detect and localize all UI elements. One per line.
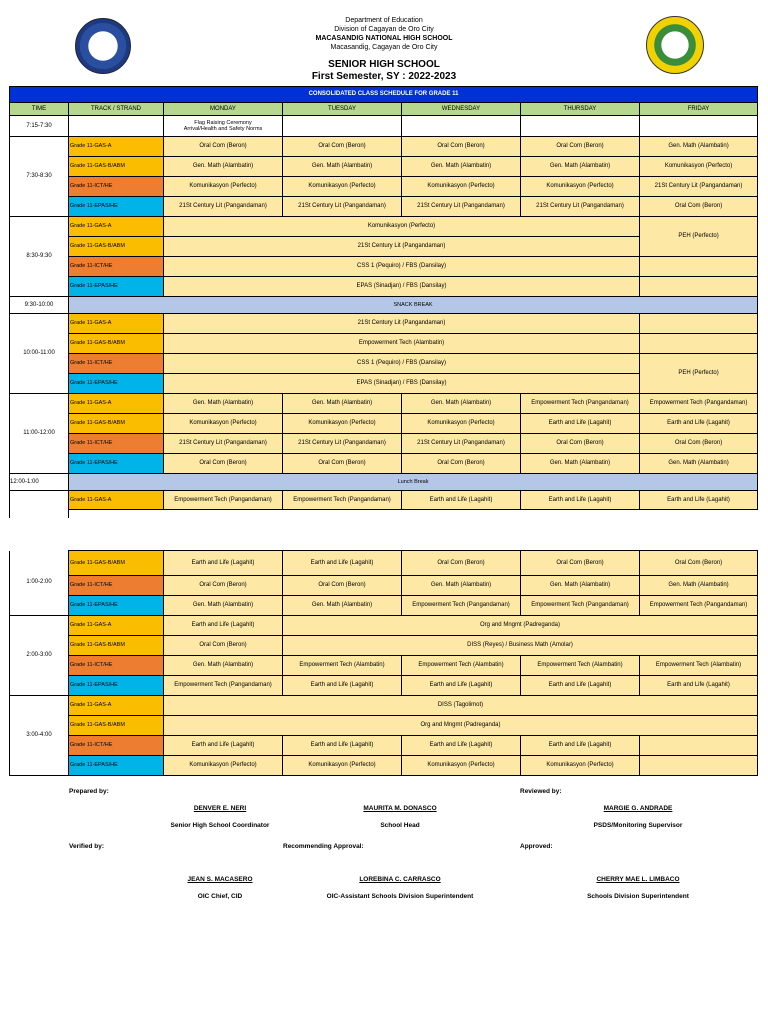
schedule-cell: Komunikasyon (Perfecto) xyxy=(402,414,521,434)
schedule-cell: CSS 1 (Pequiro) / FBS (Dansilay) xyxy=(164,257,640,277)
col-header-thursday: THURSDAY xyxy=(521,103,640,116)
schedule-cell: Gen. Math (Alambatin) xyxy=(283,157,402,177)
track-label: Grade 11-GAS-A xyxy=(69,616,164,636)
approved-label: Approved: xyxy=(520,843,553,850)
signatory-name: CHERRY MAE L. LIMBACO xyxy=(596,876,680,883)
signatory-role: Senior High School Coordinator xyxy=(170,822,270,829)
schedule-cell: Org and Mngmt (Padreganda) xyxy=(283,616,758,636)
time-slot: 10:00-11:00 xyxy=(10,314,69,394)
schedule-cell: Oral Com (Beron) xyxy=(164,454,283,474)
schedule-cell: CSS 1 (Pequiro) / FBS (Dansilay) xyxy=(164,354,640,374)
schedule-cell: Komunikasyon (Perfecto) xyxy=(521,756,640,776)
signatory-role: OIC-Assistant Schools Division Superintendent xyxy=(326,893,474,900)
schedule-cell: Empowerment Tech (Pangandaman) xyxy=(164,491,283,510)
schedule-cell: Empowerment Tech (Alambatin) xyxy=(640,656,758,676)
schedule-cell: Oral Com (Beron) xyxy=(521,137,640,157)
schedule-cell: 21St Century Lit (Pangandaman) xyxy=(164,197,283,217)
schedule-cell: Earth and Life (Lagahit) xyxy=(164,551,283,576)
schedule-cell: Gen. Math (Alambatin) xyxy=(164,394,283,414)
schedule-cell: Komunikasyon (Perfecto) xyxy=(164,177,283,197)
schedule-cell: Empowerment Tech (Pangandaman) xyxy=(283,491,402,510)
schedule-cell: Earth and Life (Lagahit) xyxy=(521,736,640,756)
schedule-cell: Gen. Math (Alambatin) xyxy=(640,454,758,474)
schedule-cell: Earth and Life (Lagahit) xyxy=(640,676,758,696)
time-slot: 7:15-7:30 xyxy=(10,116,69,137)
schedule-cell: Gen. Math (Alambatin) xyxy=(402,576,521,596)
schedule-cell: Empowerment Tech (Pangandaman) xyxy=(521,596,640,616)
schedule-cell: Komunikasyon (Perfecto) xyxy=(164,756,283,776)
schedule-cell: Gen. Math (Alambatin) xyxy=(521,157,640,177)
signatory-role: PSDS/Monitoring Supervisor xyxy=(593,822,683,829)
track-label: Grade 11-GAS-B/ABM xyxy=(69,716,164,736)
reviewed-label: Reviewed by: xyxy=(520,788,562,795)
col-header-monday: MONDAY xyxy=(164,103,283,116)
signatory-name: MAURITA M. DONASCO xyxy=(363,805,437,812)
schedule-cell: Empowerment Tech (Pangandaman) xyxy=(640,596,758,616)
schedule-cell: 21St Century Lit (Pangandaman) xyxy=(164,237,640,257)
schedule-cell: Earth and Life (Lagahit) xyxy=(283,551,402,576)
schedule-cell: 21St Century Lit (Pangandaman) xyxy=(640,177,758,197)
schedule-cell: Gen. Math (Alambatin) xyxy=(640,576,758,596)
schedule-cell: Gen. Math (Alambatin) xyxy=(402,394,521,414)
schedule-cell: Empowerment Tech (Alambatin) xyxy=(164,334,640,354)
schedule-cell: Komunikasyon (Perfecto) xyxy=(283,414,402,434)
schedule-cell: Earth and Life (Lagahit) xyxy=(164,736,283,756)
time-slot: 7:30-8:30 xyxy=(10,137,69,217)
time-slot: 12:00-1:00 xyxy=(10,474,69,491)
schedule-cell: Empowerment Tech (Pangandaman) xyxy=(640,394,758,414)
track-label: Grade 11-ICT/HE xyxy=(69,354,164,374)
track-label: Grade 11-GAS-A xyxy=(69,137,164,157)
track-label: Grade 11-ICT/HE xyxy=(69,177,164,197)
verified-label: Verified by: xyxy=(69,843,105,850)
signatory-role: School Head xyxy=(380,822,420,829)
schedule-cell: EPAS (Sinadjan) / FBS (Dansilay) xyxy=(164,374,640,394)
schedule-cell: 21St Century Lit (Pangandaman) xyxy=(283,434,402,454)
track-label: Grade 11-GAS-A xyxy=(69,217,164,237)
signatory-name: DENVER E. NERI xyxy=(193,805,247,812)
col-header-tuesday: TUESDAY xyxy=(283,103,402,116)
schedule-cell: Empowerment Tech (Alambatin) xyxy=(521,656,640,676)
schedule-cell: Gen. Math (Alambatin) xyxy=(521,576,640,596)
col-header-time: TIME xyxy=(10,103,69,116)
schedule-cell: Gen. Math (Alambatin) xyxy=(164,656,283,676)
schedule-cell: Komunikasyon (Perfecto) xyxy=(521,177,640,197)
prepared-label: Prepared by: xyxy=(69,788,109,795)
col-header-wednesday: WEDNESDAY xyxy=(402,103,521,116)
track-label: Grade 11-GAS-A xyxy=(69,394,164,414)
header-address: Macasandig, Cagayan de Oro City xyxy=(330,44,438,51)
col-header-track: TRACK / STRAND xyxy=(69,103,164,116)
track-label: Grade 11-EPAS/HE xyxy=(69,197,164,217)
track-label: Grade 11-EPAS/HE xyxy=(69,756,164,776)
schedule-cell: Komunikasyon (Perfecto) xyxy=(402,756,521,776)
track-label: Grade 11-ICT/HE xyxy=(69,656,164,676)
schedule-cell: Komunikasyon (Perfecto) xyxy=(164,414,283,434)
schedule-cell: Komunikasyon (Perfecto) xyxy=(283,756,402,776)
schedule-cell: Oral Com (Beron) xyxy=(640,434,758,454)
schedule-cell: Earth and Life (Lagahit) xyxy=(283,736,402,756)
track-label: Grade 11-ICT/HE xyxy=(69,576,164,596)
track-label: Grade 11-GAS-B/ABM xyxy=(69,157,164,177)
signatory-name: LOREBINA C. CARRASCO xyxy=(359,876,441,883)
snack-break: SNACK BREAK xyxy=(69,297,758,314)
schedule-cell: Empowerment Tech (Pangandaman) xyxy=(164,676,283,696)
schedule-cell: Earth and Life (Lagahit) xyxy=(402,491,521,510)
track-label: Grade 11-EPAS/HE xyxy=(69,676,164,696)
schedule-cell: Gen. Math (Alambatin) xyxy=(164,596,283,616)
schedule-cell: PEH (Perfecto) xyxy=(640,217,758,257)
schedule-table-part2 xyxy=(9,550,758,776)
schedule-cell: DISS (Reyes) / Business Math (Amolar) xyxy=(283,636,758,656)
schedule-cell: Earth and Life (Lagahit) xyxy=(521,491,640,510)
signatory-role: Schools Division Superintendent xyxy=(587,893,689,900)
signatory-role: OIC Chief, CID xyxy=(197,893,243,900)
time-slot: 11:00-12:00 xyxy=(10,394,69,474)
track-label: Grade 11-GAS-B/ABM xyxy=(69,237,164,257)
schedule-cell: Komunikasyon (Perfecto) xyxy=(640,157,758,177)
table-title: CONSOLIDATED CLASS SCHEDULE FOR GRADE 11 xyxy=(10,87,758,103)
schedule-cell: Oral Com (Beron) xyxy=(402,137,521,157)
schedule-cell: Empowerment Tech (Pangandaman) xyxy=(521,394,640,414)
schedule-cell: Earth and Life (Lagahit) xyxy=(283,676,402,696)
track-label: Grade 11-EPAS/HE xyxy=(69,454,164,474)
schedule-cell: Gen. Math (Alambatin) xyxy=(164,157,283,177)
schedule-cell: 21St Century Lit (Pangandaman) xyxy=(164,434,283,454)
schedule-cell: Oral Com (Beron) xyxy=(521,551,640,576)
schedule-cell: 21St Century Lit (Pangandaman) xyxy=(402,434,521,454)
time-slot: 9:30-10:00 xyxy=(10,297,69,314)
schedule-cell: Oral Com (Beron) xyxy=(640,197,758,217)
schedule-cell: Earth and Life (Lagahit) xyxy=(640,491,758,510)
track-label: Grade 11-GAS-A xyxy=(69,696,164,716)
schedule-cell: Gen. Math (Alambatin) xyxy=(402,157,521,177)
signatory-name: JEAN S. MACASERO xyxy=(187,876,253,883)
schedule-cell: Earth and Life (Lagahit) xyxy=(402,736,521,756)
track-label: Grade 11-EPAS/HE xyxy=(69,596,164,616)
schedule-cell: Oral Com (Beron) xyxy=(640,551,758,576)
schedule-cell: Oral Com (Beron) xyxy=(402,551,521,576)
time-slot: 1:00-2:00 xyxy=(10,551,69,616)
track-label: Grade 11-GAS-A xyxy=(69,314,164,334)
schedule-cell: 21St Century Lit (Pangandaman) xyxy=(164,314,640,334)
schedule-cell: Oral Com (Beron) xyxy=(402,454,521,474)
schedule-cell: Oral Com (Beron) xyxy=(283,454,402,474)
lunch-break: Lunch Break xyxy=(69,474,758,491)
schedule-cell: Gen. Math (Alambatin) xyxy=(283,394,402,414)
schedule-cell: 21St Century Lit (Pangandaman) xyxy=(521,197,640,217)
schedule-cell: Empowerment Tech (Pangandaman) xyxy=(402,596,521,616)
schedule-table-part1 xyxy=(9,86,758,518)
schedule-cell: Gen. Math (Alambatin) xyxy=(283,596,402,616)
track-label: Grade 11-ICT/HE xyxy=(69,736,164,756)
header-department: Department of Education xyxy=(345,17,423,24)
schedule-cell: Empowerment Tech (Alambatin) xyxy=(402,656,521,676)
schedule-cell: Komunikasyon (Perfecto) xyxy=(164,217,640,237)
schedule-cell: Komunikasyon (Perfecto) xyxy=(283,177,402,197)
time-slot: 2:00-3:00 xyxy=(10,616,69,696)
track-label: Grade 11-EPAS/HE xyxy=(69,374,164,394)
track-label: Grade 11-EPAS/HE xyxy=(69,277,164,297)
schedule-cell: Earth and Life (Lagahit) xyxy=(521,676,640,696)
time-slot: 3:00-4:00 xyxy=(10,696,69,776)
signatory-name: MARGIE G. ANDRADE xyxy=(603,805,673,812)
schedule-cell: Org and Mngmt (Padreganda) xyxy=(164,716,758,736)
schedule-cell: Gen. Math (Alambatin) xyxy=(521,454,640,474)
schedule-cell: Earth and Life (Lagahit) xyxy=(521,414,640,434)
schedule-cell: Oral Com (Beron) xyxy=(283,137,402,157)
flag-ceremony-cell: Flag Raising Ceremony Arrival/Health and Safety Norms xyxy=(164,116,283,137)
header-semester: First Semester, SY : 2022-2023 xyxy=(311,71,457,82)
schedule-cell: Earth and Life (Lagahit) xyxy=(640,414,758,434)
track-label: Grade 11-GAS-B/ABM xyxy=(69,636,164,656)
track-label: Grade 11-GAS-A xyxy=(69,491,164,510)
schedule-cell: Komunikasyon (Perfecto) xyxy=(402,177,521,197)
schedule-cell: Oral Com (Beron) xyxy=(283,576,402,596)
schedule-cell: Oral Com (Beron) xyxy=(521,434,640,454)
schedule-cell: DISS (Tagolimot) xyxy=(164,696,758,716)
recommending-label: Recommending Approval: xyxy=(283,843,364,850)
schedule-cell: 21St Century Lit (Pangandaman) xyxy=(283,197,402,217)
header-division: Division of Cagayan de Oro City xyxy=(334,26,434,33)
col-header-friday: FRIDAY xyxy=(640,103,758,116)
time-slot: 8:30-9:30 xyxy=(10,217,69,297)
schedule-cell: PEH (Perfecto) xyxy=(640,354,758,394)
track-label: Grade 11-GAS-B/ABM xyxy=(69,414,164,434)
track-label: Grade 11-GAS-B/ABM xyxy=(69,334,164,354)
schedule-cell: Earth and Life (Lagahit) xyxy=(164,616,283,636)
track-label: Grade 11-GAS-B/ABM xyxy=(69,551,164,576)
schedule-cell: Oral Com (Beron) xyxy=(164,576,283,596)
track-label: Grade 11-ICT/HE xyxy=(69,434,164,454)
schedule-cell: Oral Com (Beron) xyxy=(164,636,283,656)
schedule-cell: Earth and Life (Lagahit) xyxy=(402,676,521,696)
header-shs: SENIOR HIGH SCHOOL xyxy=(328,59,440,70)
schedule-cell: EPAS (Sinadjan) / FBS (Dansilay) xyxy=(164,277,640,297)
schedule-cell: 21St Century Lit (Pangandaman) xyxy=(402,197,521,217)
header-school-name: MACASANDIG NATIONAL HIGH SCHOOL xyxy=(315,35,453,42)
schedule-cell: Oral Com (Beron) xyxy=(164,137,283,157)
track-label: Grade 11-ICT/HE xyxy=(69,257,164,277)
schedule-cell: Empowerment Tech (Alambatin) xyxy=(283,656,402,676)
schedule-cell: Gen. Math (Alambatin) xyxy=(640,137,758,157)
